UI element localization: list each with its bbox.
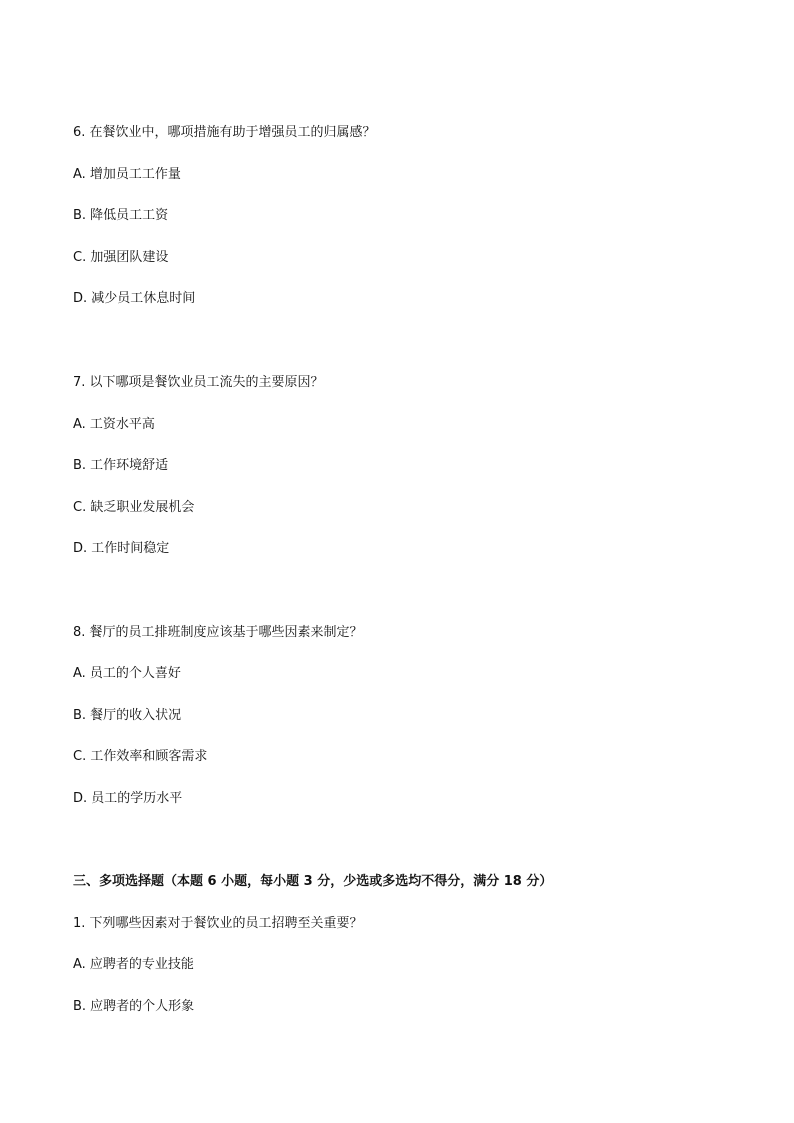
question-7-stem: 7. 以下哪项是餐饮业员工流失的主要原因？ [73, 375, 324, 390]
question-7-option-d: D. 工作时间稳定 [73, 541, 170, 556]
question-7-option-b: B. 工作环境舒适 [73, 458, 169, 473]
question-8-stem: 8. 餐厅的员工排班制度应该基于哪些因素来制定？ [73, 625, 363, 640]
multi-question-1-option-b: B. 应聘者的个人形象 [73, 999, 195, 1014]
question-7-option-a: A. 工资水平高 [73, 417, 155, 432]
question-6-option-a: A. 增加员工工作量 [73, 167, 181, 182]
question-8-option-d: D. 员工的学历水平 [73, 791, 183, 806]
question-6-option-c: C. 加强团队建设 [73, 250, 169, 265]
question-6-option-d: D. 减少员工休息时间 [73, 291, 196, 306]
question-8-option-c: C. 工作效率和顾客需求 [73, 749, 208, 764]
question-8-option-b: B. 餐厅的收入状况 [73, 708, 182, 723]
multi-question-1-option-a: A. 应聘者的专业技能 [73, 957, 194, 972]
section-three-heading: 三、多项选择题（本题 6 小题，每小题 3 分，少选或多选均不得分，满分 18 分） [73, 874, 553, 889]
multi-question-1-stem: 1. 下列哪些因素对于餐饮业的员工招聘至关重要？ [73, 916, 363, 931]
question-6-stem: 6. 在餐饮业中，哪项措施有助于增强员工的归属感？ [73, 125, 376, 140]
question-6-option-b: B. 降低员工工资 [73, 208, 169, 223]
question-8-option-a: A. 员工的个人喜好 [73, 666, 181, 681]
question-7-option-c: C. 缺乏职业发展机会 [73, 500, 195, 515]
